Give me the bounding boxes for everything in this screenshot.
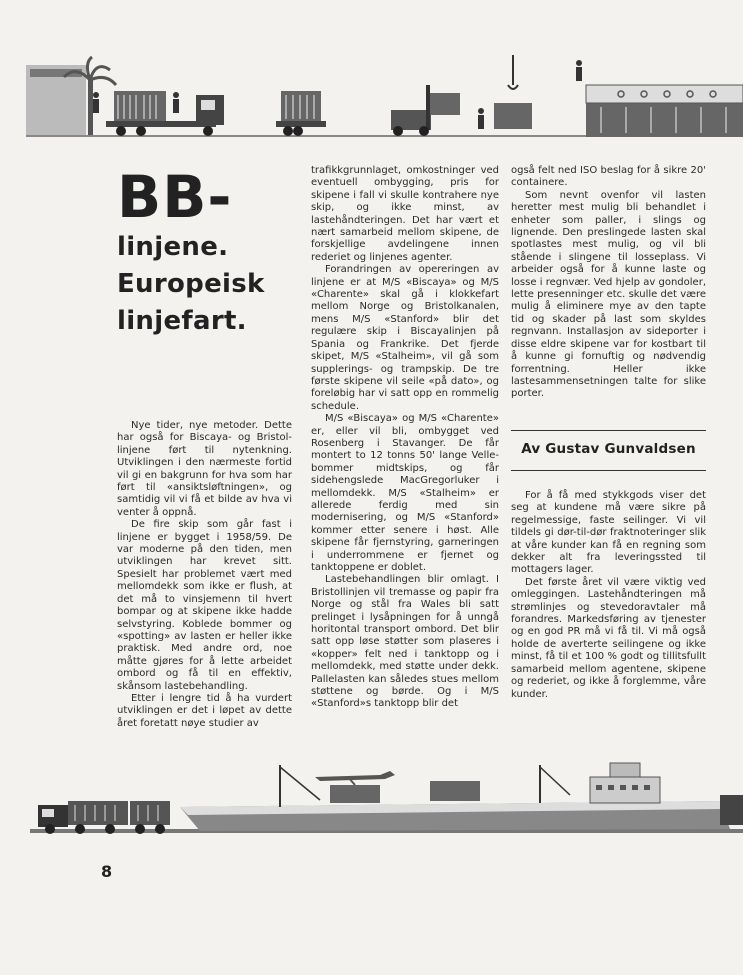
page-number: 8 xyxy=(101,862,113,881)
paragraph: Det første året vil være viktig ved omleggingen. Lastehåndteringen må strømlinjes og stevedoravtaler må forandres. Markedsføring av tjenester og en god PR må vi få til. Vi må også holde de averterte seilingene og ikke minst, få til et 100 % godt og tillitsfullt samarbeid mellom agentene, skipene og rederiet, og ikke å forglemme, våre kunder. xyxy=(511,576,706,700)
bottom-ship-illustration xyxy=(30,755,743,845)
text-column-3-continued xyxy=(511,490,706,701)
text-column-3 xyxy=(511,165,706,401)
paragraph: Som nevnt ovenfor vil lasten heretter mest mulig bli behandlet i enheter som paller, i slings og lignende. Den preslingede lasten skal spotlastes mest mulig, og vil bli stående i slingene til losseplass. Vi arbeider også for å kunne laste og losse i regnvær. Ved hjelp av gondoler, lette presenninger etc. skulle det være mulig å eliminere mye av den tapte tid og skader på last som skyldes regnvann. Installasjon av sideporter i disse eldre skipene var for kostbart til å kunne gi fornuftig og nødvendig forrentning. Heller ikke lastesammensetningen talte for slike porter. xyxy=(511,189,706,400)
byline-box xyxy=(511,430,706,471)
text-column-1 xyxy=(117,420,292,730)
title-line-2: Europeisk xyxy=(117,269,265,299)
byline-top-rule xyxy=(511,430,706,431)
paragraph: For å få med stykkgods viser det seg at kundene må være sikre på regelmessige, faste seilinger. Vi vil tildels gi dør-til-dør fraktnoteringer slik at våre kunder kan få en regning som dekker alt fra leveringssted til mottagers lager. xyxy=(511,490,706,576)
paragraph: De fire skip som går fast i linjene er bygget i 1958/59. De var moderne på den tiden, men utviklingen har krevet sitt. Spesielt har problemet vært med mellomdekk som ikke er flush, at det må to vinsjemenn til hvert bompar og at skipene ikke hadde selvstyring. Koblede bommer og «spotting» av lasten er heller ikke praktisk. Med andre ord, noe måtte gjøres for å lette arbeidet ombord og få til en effektiv, skånsom lastebehandling. xyxy=(117,519,292,692)
text-column-2 xyxy=(311,165,499,711)
top-cargo-illustration xyxy=(26,55,743,150)
title-line-3: linjefart. xyxy=(117,306,247,336)
paragraph: Lastebehandlingen blir omlagt. I Bristollinjen vil tremasse og papir fra Norge og stål fra Wales bli satt prelinget i lysåpningen for å unngå horitontal transport ombord. Det blir satt opp løse støtter som plaseres i «kopper» felt ned i tanktopp og i mellomdekk, med støtte under dekk. Pallelasten kan således stues mellom støttene og børde. Og i M/S «Stanford»s tanktopp blir det xyxy=(311,574,499,710)
paragraph: M/S «Biscaya» og M/S «Charente» er, eller vil bli, ombygget ved Rosenberg i Stavanger. De får montert to 12 tonns 50' lange Velle-bommer midtskips, og får sidehengslede MacGregorluker i mellomdekk. M/S «Stalheim» er allerede ferdig med sin modernisering, og M/S «Stanford» kommer etter senere i høst. Alle skipene får fjernstyring, garneringen i underrommene er fjernet og tanktoppene er doblet. xyxy=(311,413,499,573)
article-title xyxy=(117,165,297,340)
paragraph: Etter i lengre tid å ha vurdert utviklingen er det i løpet av dette året foretatt nøye studier av xyxy=(117,692,292,729)
title-line-1: linjene. xyxy=(117,232,229,262)
paragraph: Nye tider, nye metoder. Dette har også for Biscaya- og Bristol-linjene ført til nytenkning. Utviklingen i den nærmeste fortid vil gi en bakgrunn for hva som har ført til «ansiktsløftningen», og samtidig vil vi få et bilde av hva vi venter å oppnå. xyxy=(117,420,292,518)
paragraph: trafikkgrunnlaget, omkostninger ved eventuell ombygging, pris for skipene i fall vi skulle kontrahere nye skip, og ikke minst, av lastehåndteringen. Det har vært et nært samarbeid mellom skipene, de forskjellige avdelingene innen rederiet og linjenes agenter. xyxy=(311,165,499,263)
author-byline: Av Gustav Gunvaldsen xyxy=(521,441,696,457)
paragraph: Forandringen av opereringen av linjene er at M/S «Biscaya» og M/S «Charente» skal gå i klokkefart mellom Norge og Bristolkanalen, mens M/S «Stanford» blir det regulære skip i Biscayalinjen på Spania og Frankrike. Det fjerde skipet, M/S «Stalheim», vil gå som supplerings- og trampskip. De tre første skipene vil seile «på dato», og foreløbig har vi satt opp en rommelig schedule. xyxy=(311,264,499,412)
paragraph: også felt ned ISO beslag for å sikre 20' containere. xyxy=(511,165,706,189)
byline-bottom-rule xyxy=(511,470,706,471)
title-main: BB- xyxy=(117,163,233,231)
